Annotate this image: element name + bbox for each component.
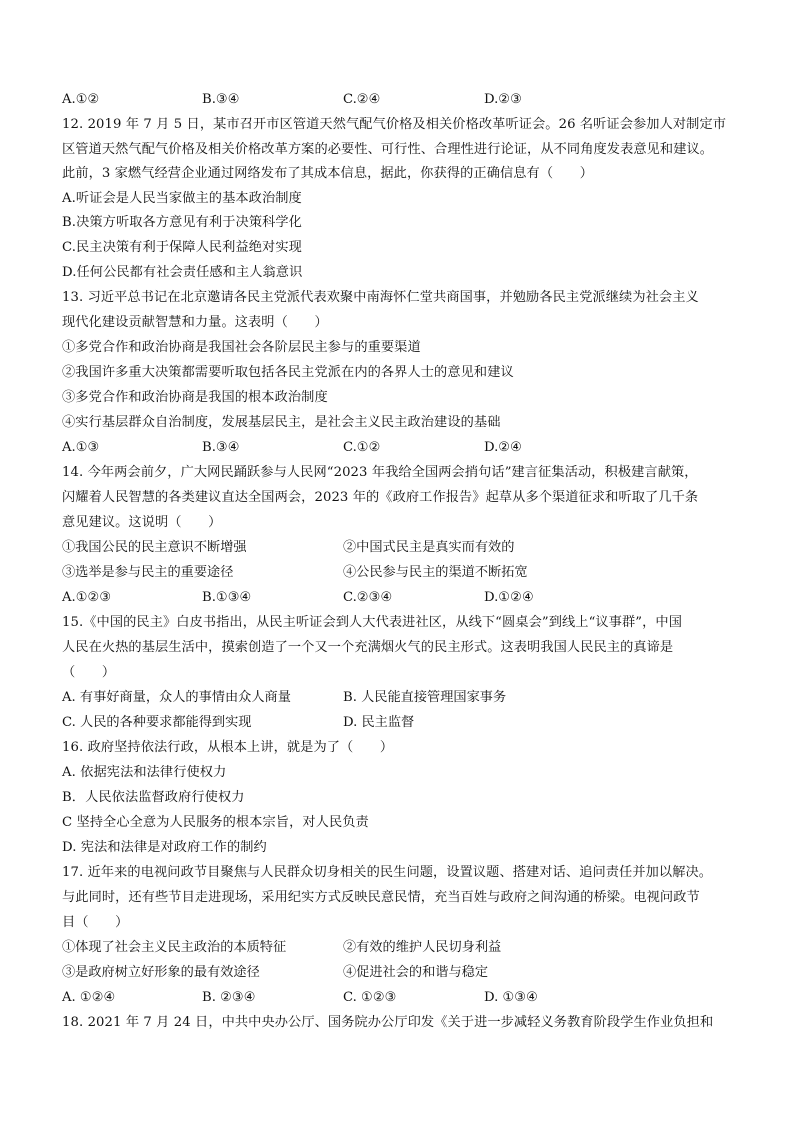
q13-item-3: ③多党合作和政治协商是我国的根本政治制度 (62, 390, 328, 405)
q11-option-b: B.③④ (202, 92, 240, 107)
q11-option-d: D.②③ (484, 92, 522, 107)
q13-option-d: D.②④ (484, 440, 522, 455)
q17-option-d: D. ①③④ (484, 990, 538, 1005)
q16-stem: 16. 政府坚持依法行政，从根本上讲，就是为了（ ） (62, 740, 394, 755)
q14-item-1: ①我国公民的民主意识不断增强 (62, 540, 247, 555)
q12-option-d: D.任何公民都有社会责任感和主人翁意识 (62, 265, 303, 280)
q15-stem-line-3: （ ） (62, 665, 116, 680)
q15-option-c: C. 人民的各种要求都能得到实现 (62, 715, 252, 730)
q17-item-1: ①体现了社会主义民主政治的本质特征 (62, 940, 287, 955)
q12-option-c: C.民主决策有利于保障人民利益绝对实现 (62, 240, 302, 255)
q14-item-2: ②中国式民主是真实而有效的 (343, 540, 515, 555)
q16-option-b: B．人民依法监督政府行使权力 (62, 790, 245, 805)
q12-stem-line-3: 此前，3 家燃气经营企业通过网络发布了其成本信息，据此，你获得的正确信息有（ ） (62, 166, 593, 181)
q14-stem-line-2: 闪耀着人民智慧的各类建议直达全国两会，2023 年的《政府工作报告》起草从多个渠道征求和听取了几千条 (62, 490, 699, 505)
q13-item-4: ④实行基层群众自治制度，发展基层民主，是社会主义民主政治建设的基础 (62, 415, 501, 430)
q17-option-a: A. ①②④ (62, 990, 116, 1005)
q15-option-b: B. 人民能直接管理国家事务 (343, 690, 507, 705)
q13-option-a: A.①③ (62, 440, 100, 455)
q17-item-2: ②有效的维护人民切身利益 (343, 940, 502, 955)
q17-item-3: ③是政府树立好形象的最有效途径 (62, 965, 260, 980)
q12-stem-line-2: 区管道天然气配气价格及相关价格改革方案的必要性、可行性、合理性进行论证，从不同角度发表意见和建议。 (62, 142, 714, 157)
q11-option-c: C.②④ (343, 92, 381, 107)
q13-stem-line-2: 现代化建设贡献智慧和力量。这表明（ ） (62, 315, 328, 330)
q14-stem-line-1: 14. 今年两会前夕，广大网民踊跃参与人民网“2023 年我给全国两会捎句话”建言征集活动，积极建言献策， (62, 465, 698, 480)
q13-item-1: ①多党合作和政治协商是我国社会各阶层民主参与的重要渠道 (62, 340, 421, 355)
q13-item-2: ②我国许多重大决策都需要听取包括各民主党派在内的各界人士的意见和建议 (62, 365, 514, 380)
q15-option-a: A. 有事好商量，众人的事情由众人商量 (62, 690, 291, 705)
q11-option-a: A.①② (62, 92, 100, 107)
q17-option-c: C. ①②③ (343, 990, 397, 1005)
q14-option-b: B.①③④ (202, 590, 252, 605)
q16-option-a: A. 依据宪法和法律行使权力 (62, 765, 227, 780)
q16-option-d: D. 宪法和法律是对政府工作的制约 (62, 840, 267, 855)
q18-stem-line-1: 18. 2021 年 7 月 24 日，中共中央办公厅、国务院办公厅印发《关于进一步减轻义务教育阶段学生作业负担和 (62, 1015, 714, 1030)
q17-stem-line-3: 目（ ） (62, 915, 129, 930)
q14-item-3: ③选举是参与民主的重要途径 (62, 565, 234, 580)
q15-option-d: D. 民主监督 (343, 715, 415, 730)
q12-option-b: B.决策方听取各方意见有利于决策科学化 (62, 215, 302, 230)
q12-option-a: A.听证会是人民当家做主的基本政治制度 (62, 191, 302, 206)
q15-stem-line-1: 15.《中国的民主》白皮书指出，从民主听证会到人大代表进社区，从线下“圆桌会”到线上“议事群”，中国 (62, 615, 682, 630)
q17-option-b: B. ②③④ (202, 990, 256, 1005)
q17-item-4: ④促进社会的和谐与稳定 (343, 965, 489, 980)
q17-stem-line-1: 17. 近年来的电视问政节目聚焦与人民群众切身相关的民生问题，设置议题、搭建对话、追问责任并加以解决。 (62, 865, 713, 880)
q13-stem-line-1: 13. 习近平总书记在北京邀请各民主党派代表欢聚中南海怀仁堂共商国事，并勉励各民主党派继续为社会主义 (62, 290, 699, 305)
q13-option-b: B.③④ (202, 440, 240, 455)
q14-option-d: D.①②④ (484, 590, 534, 605)
q14-item-4: ④公民参与民主的渠道不断拓宽 (343, 565, 528, 580)
q14-option-c: C.②③④ (343, 590, 393, 605)
q14-option-a: A.①②③ (62, 590, 112, 605)
q12-stem-line-1: 12. 2019 年 7 月 5 日，某市召开市区管道天然气配气价格及相关价格改革听证会。26 名听证会参加人对制定市 (62, 117, 727, 132)
q13-option-c: C.①② (343, 440, 381, 455)
q14-stem-line-3: 意见建议。这说明（ ） (62, 515, 222, 530)
q17-stem-line-2: 与此同时，还有些节目走进现场，采用纪实方式反映民意民情，充当百姓与政府之间沟通的桥梁。电视问政节 (62, 890, 700, 905)
q15-stem-line-2: 人民在火热的基层生活中，摸索创造了一个又一个充满烟火气的民主形式。这表明我国人民民主的真谛是 (62, 640, 674, 655)
q16-option-c: C 坚持全心全意为人民服务的根本宗旨，对人民负责 (62, 815, 369, 830)
